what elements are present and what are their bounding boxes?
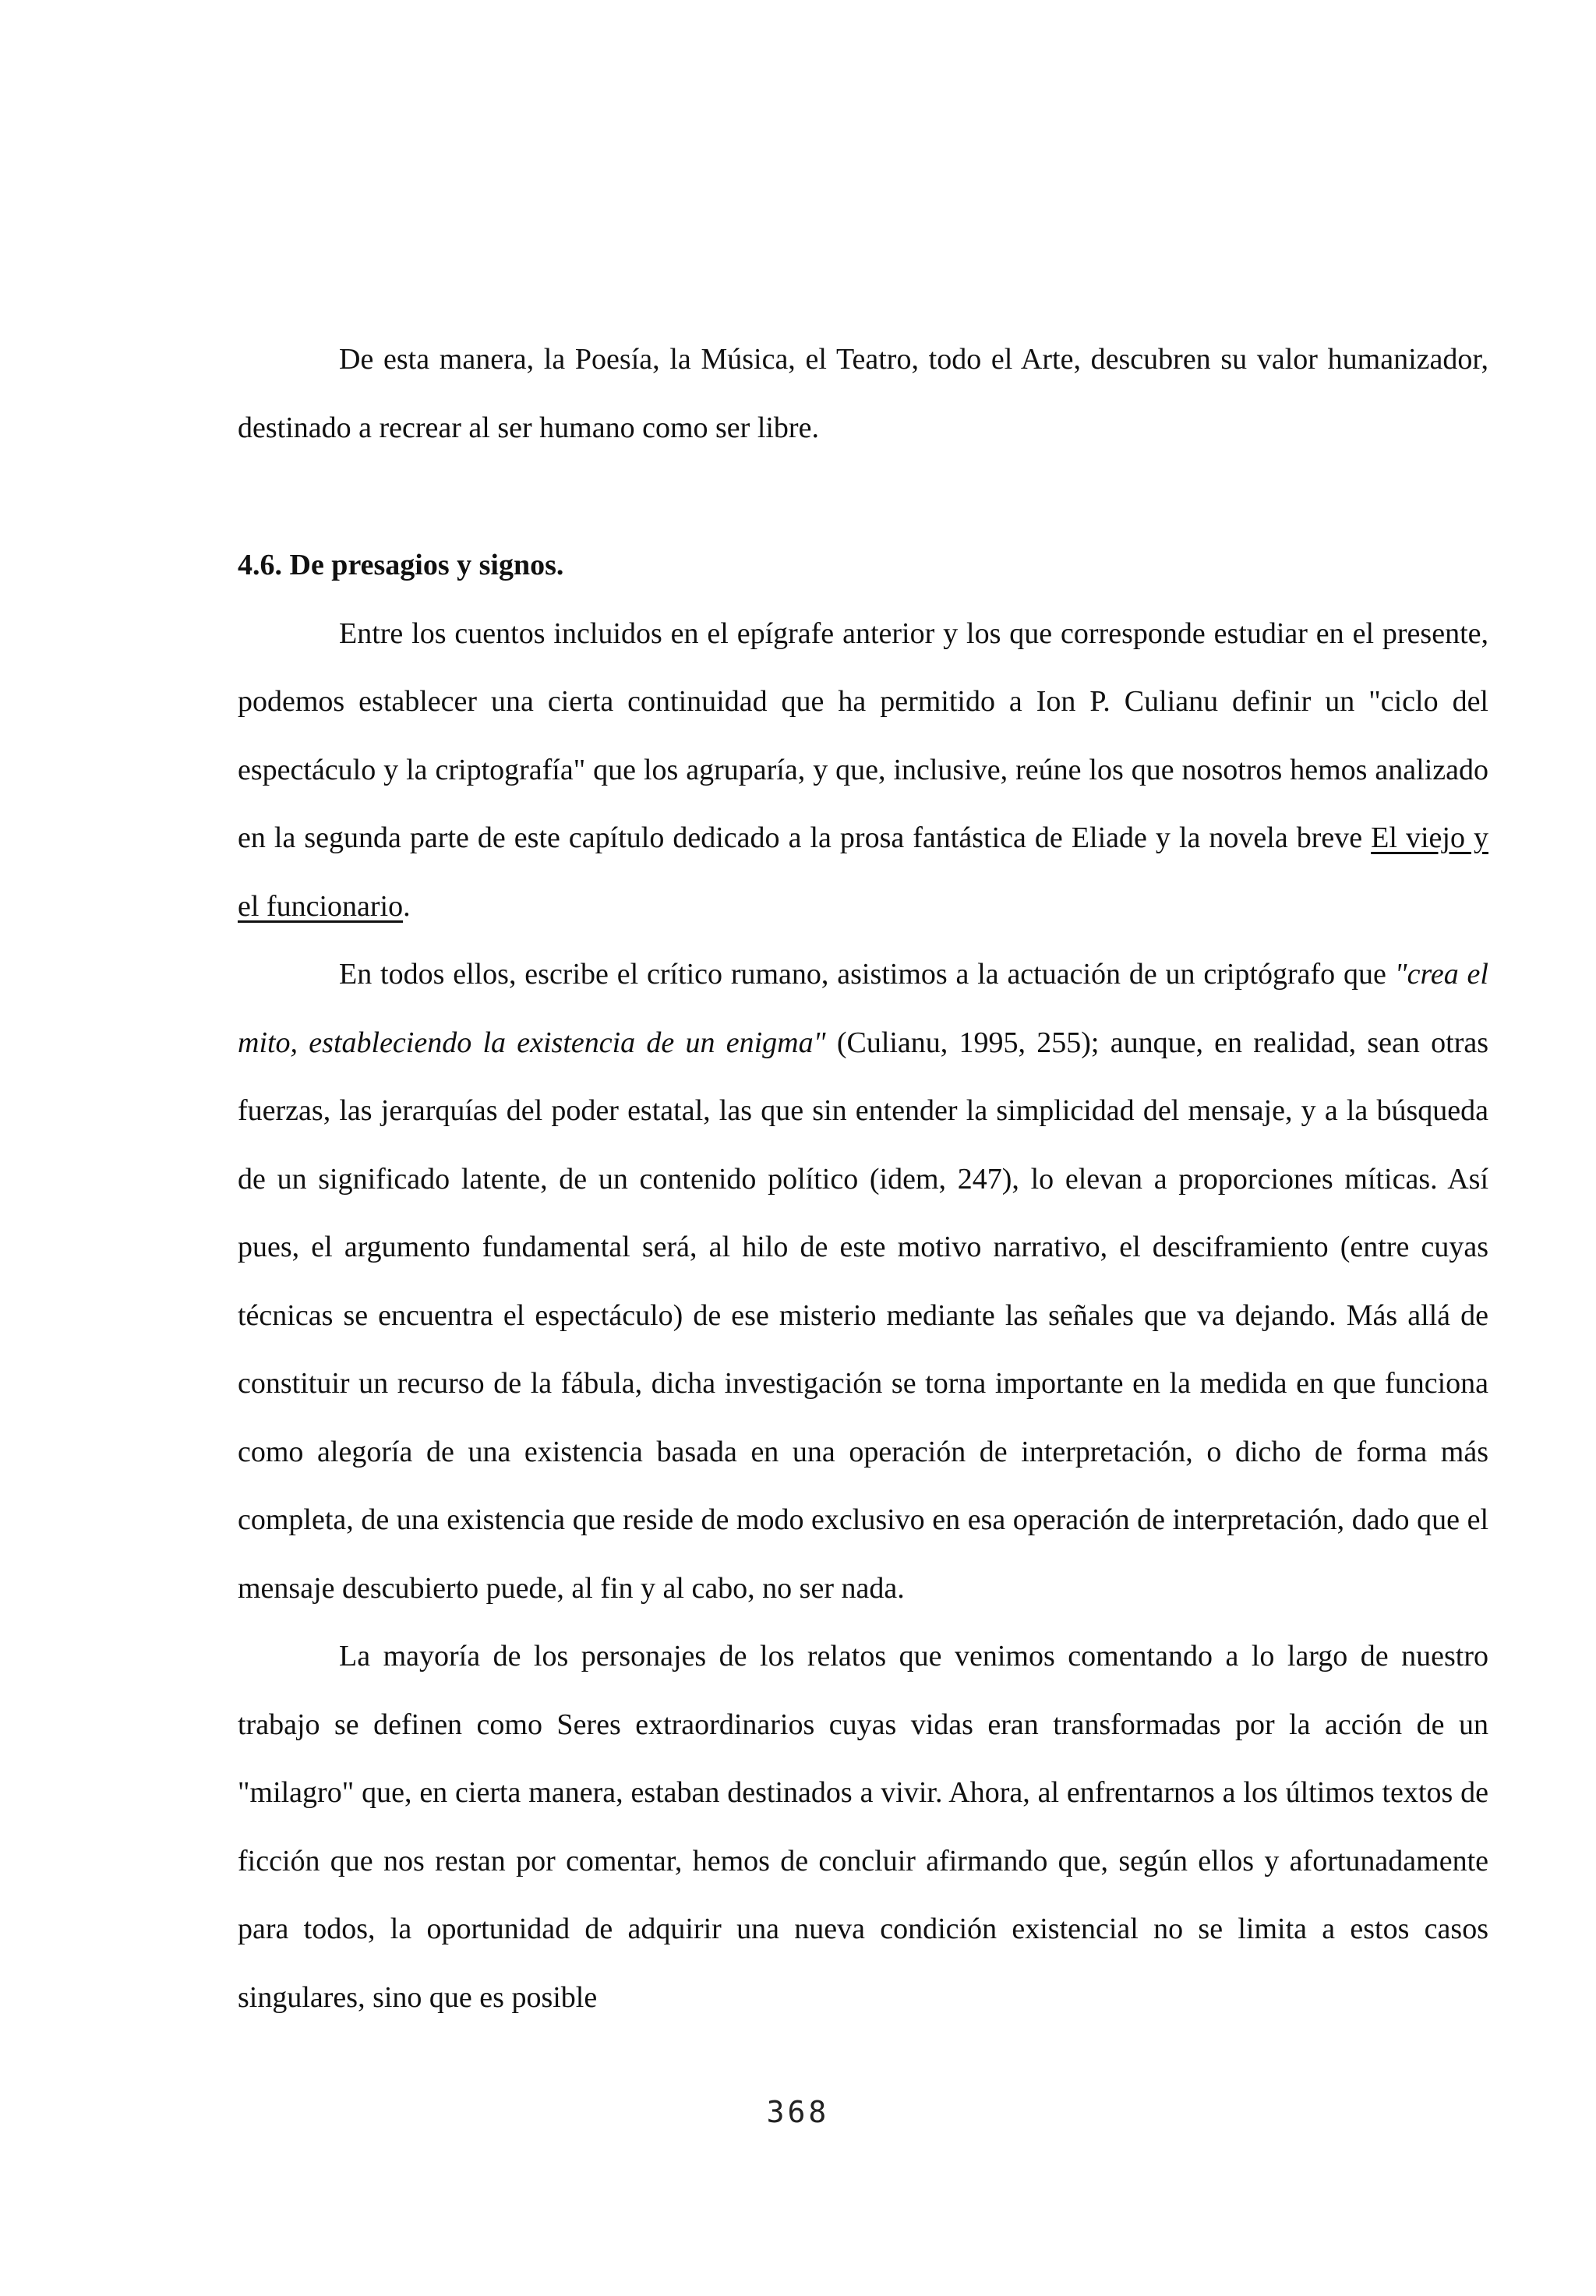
paragraph-1 — [238, 600, 1488, 941]
section-heading: 4.6. De presagios y signos. — [238, 549, 564, 581]
intro-paragraph: De esta manera, la Poesía, la Música, el Teatro, todo el Arte, descubren su valor humanizador, destinado a recrear al ser humano como ser libre. — [238, 343, 1488, 444]
paragraph-1-text: Entre los cuentos incluidos en el epígrafe anterior y los que corresponde estudiar en el presente, podemos establecer una cierta continuidad que ha permitido a Ion P. Culianu definir un "ciclo del espectáculo y la criptografía" que los agruparía, y que, inclusive, reúne los que nosotros hemos analizado en la segunda parte de este capítulo dedicado a la prosa fantástica de Eliade y la novela breve — [238, 616, 1488, 854]
paragraph-3: La mayoría de los personajes de los relatos que venimos comentando a lo largo de nuestro trabajo se definen como Seres extraordinarios cuyas vidas eran transformadas por la acción de un "milagro" que, en cierta manera, estaban destinados a vivir. Ahora, al enfrentarnos a los últimos textos de ficción que nos restan por comentar, hemos de concluir afirmando que, según ellos y afortunadamente para todos, la oportunidad de adquirir una nueva condición existencial no se limita a estos casos singulares, sino que es posible — [238, 1640, 1488, 2014]
culianu-quote: "crea el mito, estableciendo la existencia de un enigma" — [238, 958, 1488, 1059]
intro-section — [238, 326, 1488, 462]
paragraph-2-text-end: (Culianu, 1995, 255); aunque, en realidad, sean otras fuerzas, las jerarquías del poder estatal, las que sin entender la simplicidad del mensaje, y a la búsqueda de un significado latente, de un contenido político (idem, 247), lo elevan a proporciones míticas. Así pues, el argumento fundamental será, al hilo de este motivo narrativo, el desciframiento (entre cuyas técnicas se encuentra el espectáculo) de ese misterio mediante las señales que va dejando. Más allá de constituir un recurso de la fábula, dicha investigación se torna importante en la medida en que funciona como alegoría de una existencia basada en una operación de interpretación, o dicho de forma más completa, de una existencia que reside de modo exclusivo en esa operación de interpretación, dado que el mensaje descubierto puede, al fin y al cabo, no ser nada. — [238, 1026, 1489, 1605]
paragraph-2-text-start: En todos ellos, escribe el crítico rumano, asistimos a la actuación de un criptógrafo que — [339, 958, 1395, 991]
paragraph-2 — [238, 941, 1488, 1623]
page-number: 368 — [766, 2095, 830, 2129]
section-4-6 — [238, 532, 1488, 2032]
book-title: El viejo y el funcionario — [238, 821, 1488, 923]
paragraph-1-end: . — [403, 889, 411, 923]
